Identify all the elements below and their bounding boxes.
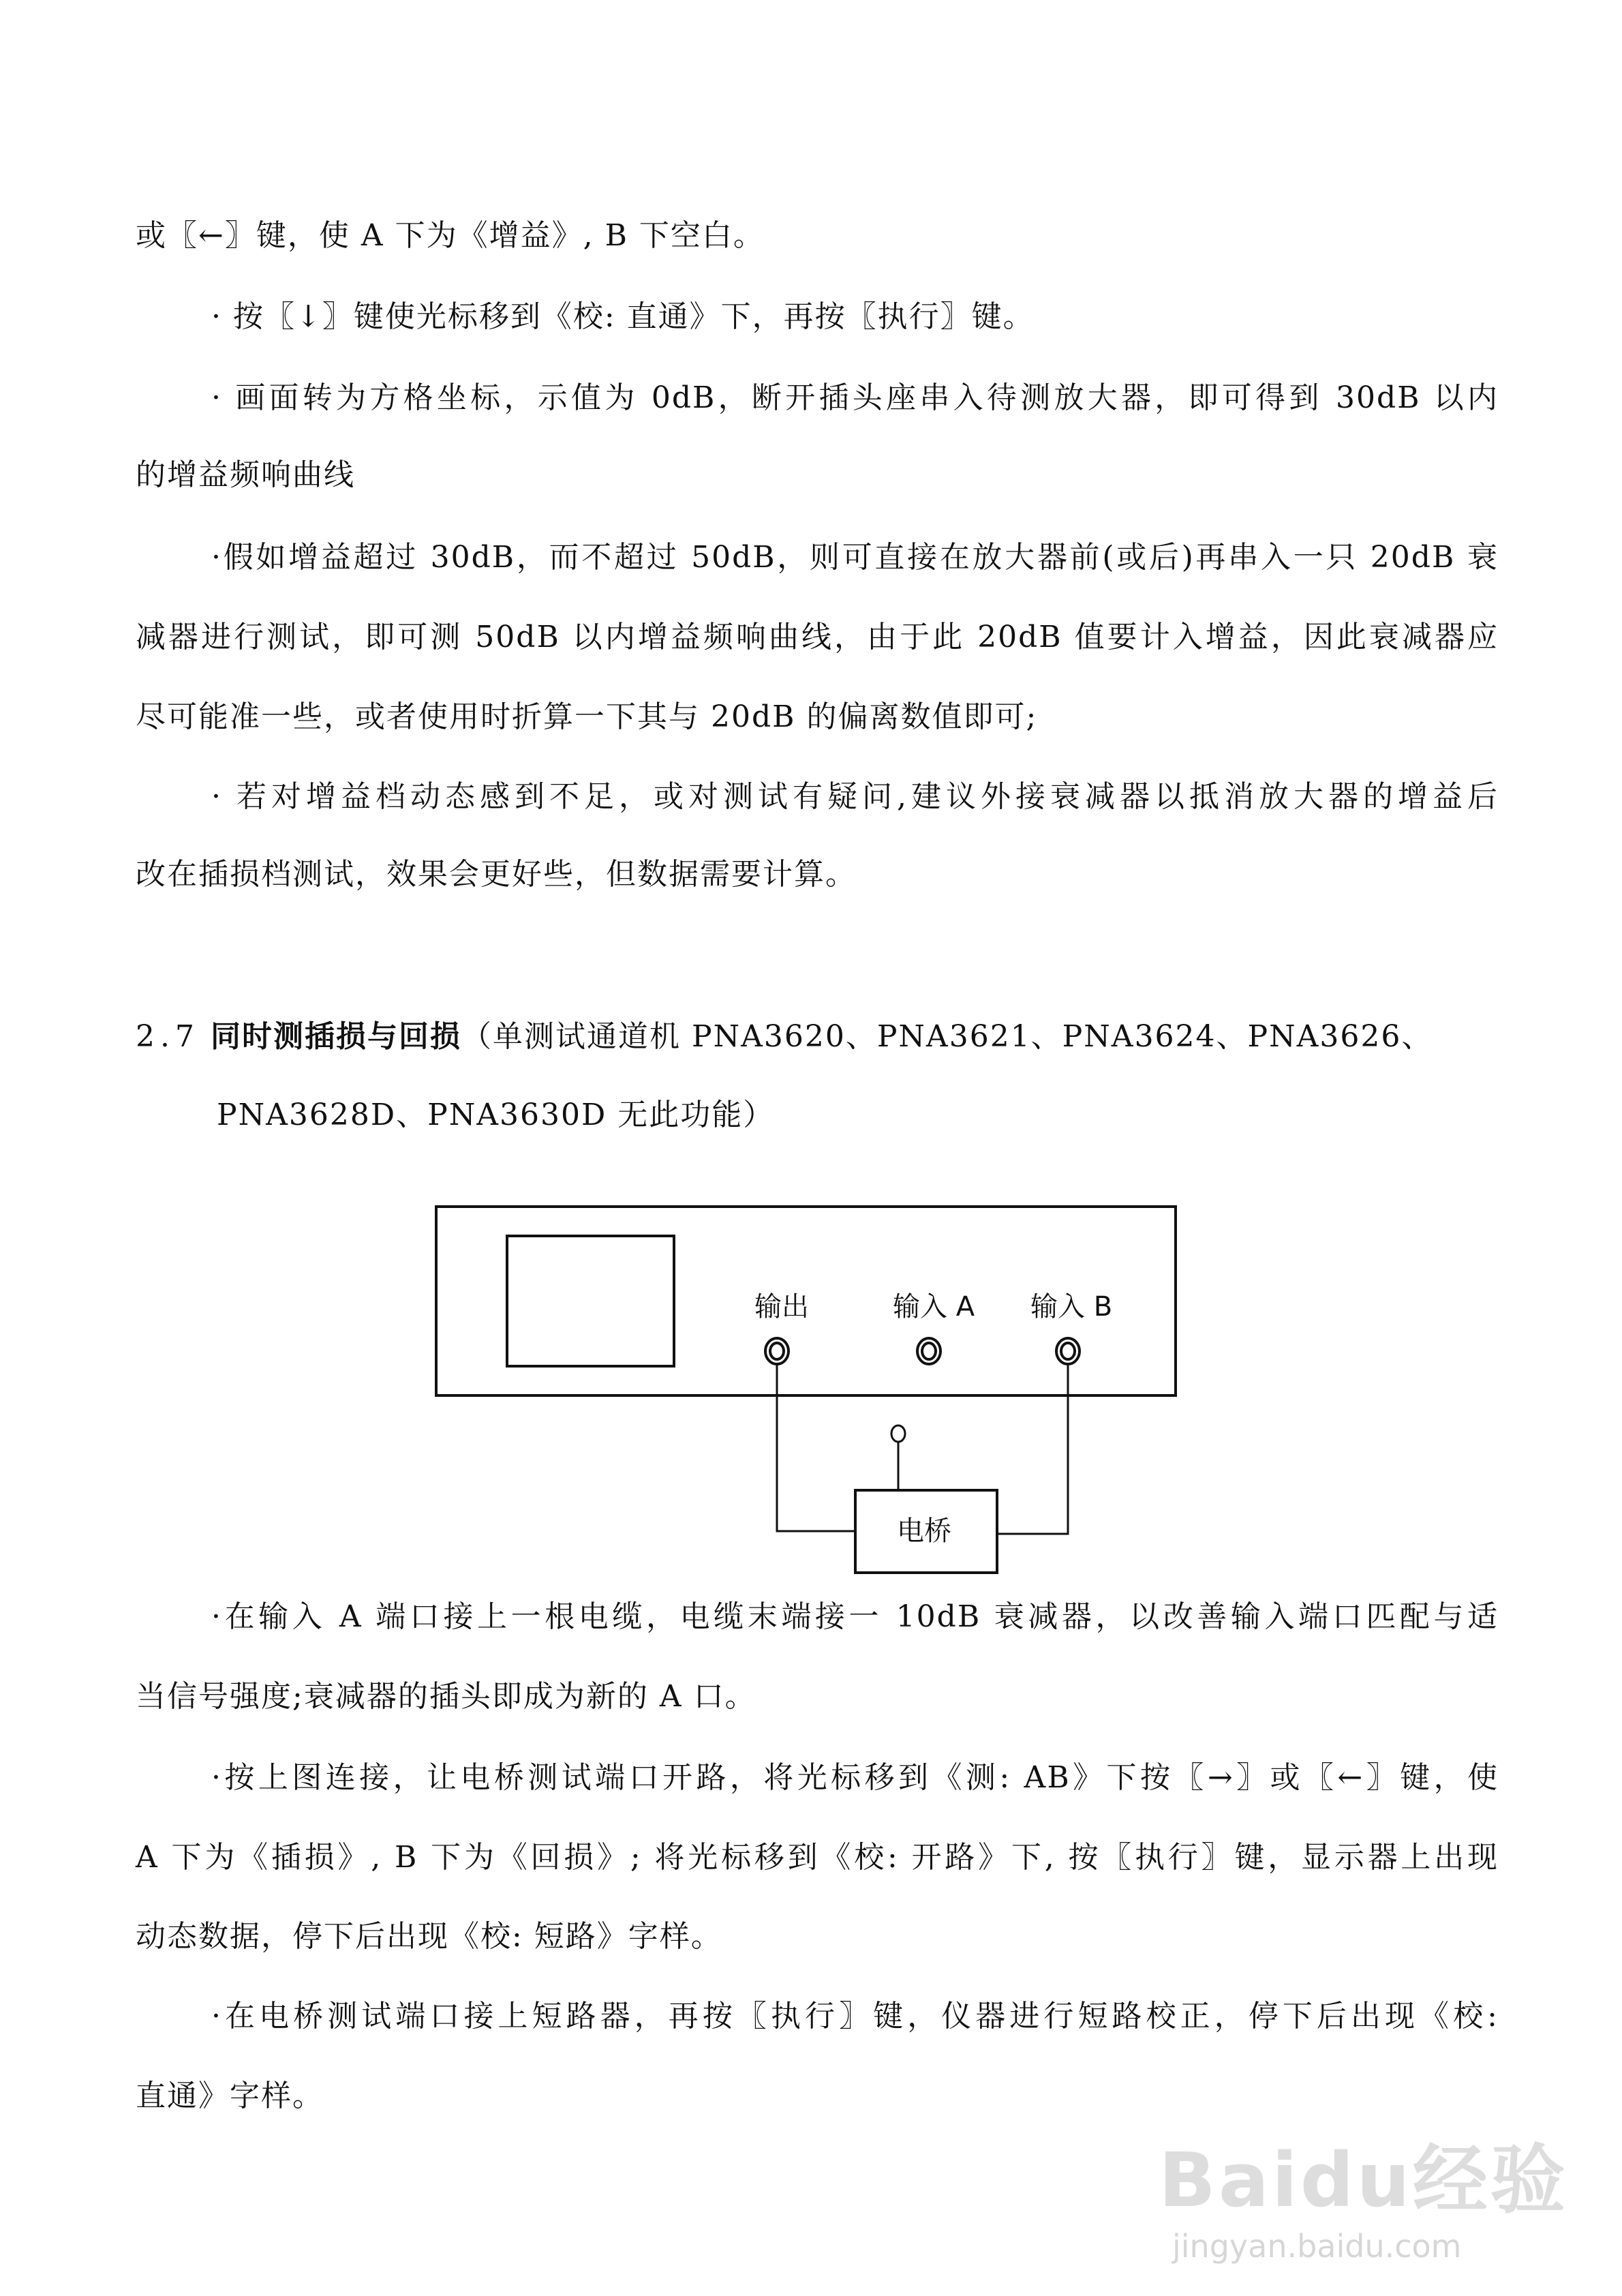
paragraph-line: · 画面转为方格坐标，示值为 0dB，断开插头座串入待测放大器，即可得到 30dB 以内 <box>211 380 1499 415</box>
section-number: 2.7 <box>136 1019 200 1054</box>
paragraph-line: A 下为《插损》, B 下为《回损》; 将光标移到《校: 开路》下, 按〖执行〗键，显示器上出现 <box>136 1840 1499 1875</box>
section-note: （单测试通道机 PNA3620、PNA3621、PNA3624、PNA3626、 <box>461 1019 1433 1054</box>
paragraph-line: · 若对增益档动态感到不足，或对测试有疑问,建议外接衰减器以抵消放大器的增益后 <box>211 779 1499 814</box>
paragraph-line: 动态数据，停下后出现《校: 短路》字样。 <box>136 1919 722 1954</box>
display-screen <box>507 1236 674 1366</box>
paragraph-line: 改在插损档测试，效果会更好些，但数据需要计算。 <box>136 857 857 892</box>
paragraph-line: 当信号强度;衰减器的插头即成为新的 A 口。 <box>136 1679 756 1714</box>
baidu-watermark <box>1159 2120 1568 2265</box>
paragraph-line: ·按上图连接，让电桥测试端口开路，将光标移到《测: AB》下按〖→〗或〖←〗键，使 <box>211 1760 1499 1795</box>
input-b-cable <box>997 1364 1068 1534</box>
watermark-brand: Baidu经验 <box>1159 2136 1568 2224</box>
input-b-connector-icon <box>1056 1338 1080 1364</box>
paragraph-line: 减器进行测试，即可测 50dB 以内增益频响曲线，由于此 20dB 值要计入增益，因此衰减器应 <box>136 620 1499 654</box>
output-connector-icon <box>765 1338 789 1364</box>
paragraph-line: 或〖←〗键，使 A 下为《增益》, B 下空白。 <box>136 218 765 253</box>
paragraph-line: ·在电桥测试端口接上短路器，再按〖执行〗键，仪器进行短路校正，停下后出现《校: <box>211 1999 1499 2034</box>
bridge-label: 电桥 <box>897 1515 951 1547</box>
paragraph-line: 的增益频响曲线 <box>136 457 355 492</box>
paragraph-line: ·在输入 A 端口接上一根电缆，电缆末端接一 10dB 衰减器，以改善输入端口匹配与适 <box>211 1599 1499 1634</box>
output-cable <box>777 1364 855 1531</box>
paragraph-line: ·假如增益超过 30dB，而不超过 50dB，则可直接在放大器前(或后)再串入一只 20dB 衰 <box>211 540 1499 575</box>
watermark-url: jingyan.baidu.com <box>1172 2228 1462 2265</box>
output-label: 输出 <box>754 1291 809 1323</box>
section-note-continued: PNA3628D、PNA3630D 无此功能） <box>217 1098 775 1132</box>
paragraph-line: 尽可能准一些，或者使用时折算一下其与 20dB 的偏离数值即可; <box>136 699 1038 734</box>
input-a-label: 输入 A <box>893 1291 975 1323</box>
input-b-label: 输入 B <box>1030 1291 1113 1323</box>
test-port-icon <box>891 1425 905 1442</box>
input-a-connector-icon <box>917 1338 940 1364</box>
paragraph-line: · 按〖↓〗键使光标移到《校: 直通》下，再按〖执行〗键。 <box>211 299 1035 334</box>
section-title: 同时测插损与回损 <box>210 1019 461 1054</box>
paragraph-line: 直通》字样。 <box>136 2079 324 2113</box>
